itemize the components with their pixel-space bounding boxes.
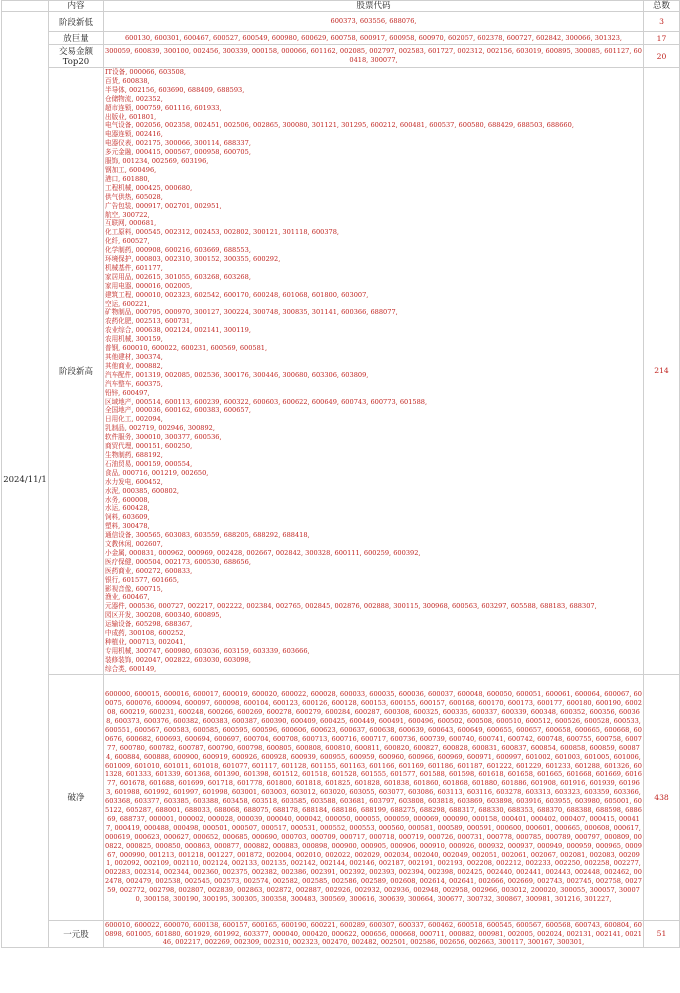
header-content: 内容 bbox=[49, 1, 104, 12]
sector-line: 其他建材, 300374, bbox=[105, 353, 163, 361]
sector-line: 水泥, 000385, 600802, bbox=[105, 486, 180, 495]
sector-line: 矿物制品, 000795, 000970, 300127, 300224, 300748, 300835, 301141, 600366, 688077, bbox=[105, 308, 398, 317]
row-break-net bbox=[2, 674, 680, 920]
sector-line: 食品, 000716, 001219, 002650, bbox=[105, 468, 209, 477]
sector-line: 乳制品, 002719, 002946, 300892, bbox=[105, 424, 215, 433]
category-break-net: 破净 bbox=[49, 674, 104, 920]
sector-line: 电气设备, 002056, 002358, 002451, 002506, 002865, 300080, 301121, 301295, 600212, 600481, 600537, 600580, 688429, 688503, 688660, bbox=[105, 121, 574, 130]
row-penny bbox=[2, 920, 680, 948]
sector-line: 多元金融, 000415, 000567, 000958, 600705, bbox=[105, 148, 251, 157]
sector-line: 通信设备, 300565, 603083, 603559, 688205, 688292, 688418, bbox=[105, 531, 310, 540]
category-top20: 交易金额Top20 bbox=[49, 45, 104, 68]
daily-stock-report-table bbox=[1, 0, 680, 948]
sector-line: 软件服务, 300010, 300377, 600536, bbox=[105, 433, 222, 442]
sector-line: 互联网, 000681, bbox=[105, 219, 157, 228]
codes-heavy-volume: 600130, 600301, 600467, 600527, 600549, 600980, 600629, 600758, 600917, 600958, 600970, 602057, 602378, 600727, 602842, 300066, 301323, bbox=[104, 32, 644, 45]
sector-line: 工程机械, 000425, 000680, bbox=[105, 183, 193, 192]
sector-line: 化纤, 600527, bbox=[105, 237, 150, 246]
sector-line: 运输设备, 605298, 688367, bbox=[105, 620, 193, 629]
sector-line: 广告包装, 000917, 002701, 002951, bbox=[105, 201, 222, 210]
header-date bbox=[2, 1, 49, 12]
count-top20: 20 bbox=[644, 45, 680, 68]
sector-line: 银行, 601577, 601665, bbox=[105, 575, 180, 584]
sector-line: 装修装饰, 002047, 002822, 603030, 603098, bbox=[105, 655, 251, 664]
sector-line: 生物制药, 688192, bbox=[105, 450, 163, 459]
codes-new-low: 600373, 603556, 688076, bbox=[104, 12, 644, 32]
sector-line: 小金属, 000831, 000962, 000969, 002428, 002667, 002842, 300328, 600111, 600259, 600392, bbox=[105, 548, 421, 557]
sector-line: 全国地产, 000036, 600162, 600383, 600657, bbox=[105, 406, 251, 415]
sector-line: 化工原料, 000545, 002312, 002453, 002802, 300121, 301118, 600378, bbox=[105, 228, 340, 237]
sector-line: 建筑工程, 000010, 002323, 602542, 600170, 600248, 601068, 601800, 603007, bbox=[105, 290, 369, 299]
sector-line: 家居用品, 002615, 301055, 603268, 603268, bbox=[105, 272, 251, 281]
count-break-net: 438 bbox=[644, 674, 680, 920]
sector-line: 医疗保健, 000504, 002173, 600530, 688656, bbox=[105, 557, 251, 566]
sector-line: 半导体, 002156, 603690, 688409, 688593, bbox=[105, 85, 245, 94]
sector-line: 水务, 600008, bbox=[105, 495, 150, 504]
count-new-low: 3 bbox=[644, 12, 680, 32]
sector-line: 元器件, 000536, 000727, 002217, 002222, 002384, 002765, 002845, 002876, 002888, 300115, 300968, 600563, 603297, 605588, 688183, 688307, bbox=[105, 602, 597, 611]
sector-line: 供气供热, 605028, bbox=[105, 192, 163, 201]
sector-line: 化学制药, 000908, 600216, 603669, 688553, bbox=[105, 246, 251, 255]
sector-line: 电器连锁, 002416, bbox=[105, 130, 163, 139]
sector-line: 港口, 601880, bbox=[105, 174, 150, 183]
sector-line: 农用机械, 300159, bbox=[105, 335, 163, 344]
sector-line: 塑料, 300478, bbox=[105, 522, 150, 531]
sector-line: 普钢, 600010, 600022, 600231, 600569, 600581, bbox=[105, 344, 268, 353]
header-row bbox=[2, 1, 680, 12]
sector-line: 汽车配件, 001319, 002085, 002536, 300176, 300446, 300680, 603306, 603809, bbox=[105, 370, 369, 379]
sector-line: 钢加工, 600496, bbox=[105, 165, 157, 174]
header-codes: 股票代码 bbox=[104, 1, 644, 12]
sector-line: 综合类, 600149, bbox=[105, 664, 157, 673]
sector-line: 区域地产, 000514, 600113, 600239, 600322, 600603, 600622, 600649, 600743, 600773, 601588, bbox=[105, 397, 428, 406]
sector-line: 汽车整车, 600375, bbox=[105, 379, 163, 388]
sector-line: 出版业, 601801, bbox=[105, 112, 157, 121]
sector-line: 饲料, 603609, bbox=[105, 513, 150, 522]
count-new-high: 214 bbox=[644, 68, 680, 675]
count-heavy-volume: 17 bbox=[644, 32, 680, 45]
sector-line: 石油贸易, 000159, 000554, bbox=[105, 459, 193, 468]
sector-line: 文教休闲, 002607, bbox=[105, 540, 163, 549]
sector-line: 超市连锁, 000759, 601116, 601933, bbox=[105, 103, 222, 112]
sector-line: 中成药, 300108, 600252, bbox=[105, 629, 186, 638]
codes-top20: 300059, 600839, 300100, 002456, 300339, 000158, 000066, 601162, 002085, 002797, 002583, 601727, 002312, 002156, 603019, 600895, 300085, 601127, 600418, 300077, bbox=[104, 45, 644, 68]
sector-line: 仓储物流, 002352, bbox=[105, 94, 163, 103]
category-new-low: 阶段新低 bbox=[49, 12, 104, 32]
category-new-high: 阶段新高 bbox=[49, 68, 104, 675]
sector-line: 其他商业, 000882, bbox=[105, 361, 163, 370]
codes-break-net: 600000, 600015, 600016, 600017, 600019, 600020, 600022, 600028, 600033, 600035, 600036, 600037, 600048, 600050, 600051, 600061, 600064, 600067, 600075, 600076, 600094, 600097, 600098, 600104, 600123, 600126, 600128, 600153, 600155, 600157, 600168, 600170, 600173, 600177, 600180, 600190, 600208, 600219, 600231, 600248, 600266, 600269, 600278, 600279, 600284, 600287, 600308, 600325, 600335, 600337, 600339, 600348, 600352, 600356, 600368, 600373, 600376, 600382, 600383, 600387, 600390, 600409, 600425, 600449, 600491, 600496, 600502, 600508, 600510, 600512, 600526, 600528, 600533, 600551, 600567, 600583, 600585, 600595, 600596, 600606, 600623, 600637, 600638, 600639, 600643, 600649, 600655, 600657, 600658, 600665, 600668, 600676, 600682, 600693, 600694, 600697, 600704, 600708, 600713, 600716, 600717, 600736, 600739, 600740, 600741, 600742, 600748, 600755, 600758, 600777, 600780, 600782, 600787, 600790, 600798, 600805, 600808, 600810, 600811, 600820, 600827, 600828, 600831, 600837, 600854, 600858, 600859, 600874, 600884, 600888, 600900, 600919, 600926, 600928, 600939, 600955, 600959, 600960, 600966, 600969, 600971, 600997, 601002, 601003, 601005, 601006, 601009, 601010, 601011, 601018, 601077, 601117, 601128, 601155, 601163, 601166, 601169, 601186, 601187, 601222, 601229, 601233, 601288, 601326, 601328, 601333, 601339, 601368, 601390, 601398, 601512, 601518, 601528, 601555, 601577, 601588, 601598, 601618, 601658, 601665, 601668, 601669, 601677, 601678, 601688, 601699, 601718, 601778, 601800, 601818, 601825, 601828, 601838, 601860, 601868, 601880, 601886, 601908, 601916, 601939, 601963, 601988, 601992, 601997, 601998, 603001, 603003, 603012, 603020, 603055, 603077, 603086, 603113, 603116, 603278, 603313, 603323, 603359, 603366, 603368, 603377, 603385, 603388, 603458, 603518, 603585, 603588, 603681, 603797, 603808, 603818, 603869, 603898, 603916, 603955, 603980, 605001, 605122, 605287, 688001, 688033, 688068, 688075, 688178, 688184, 688186, 688199, 688275, 688298, 688317, 688330, 688353, 688370, 688388, 688598, 688669, 688737, 000001, 000002, 000028, 000039, 000040, 000042, 000050, 000055, 000059, 000069, 000090, 000158, 000401, 000402, 000407, 000415, 000417, 000419, 000488, 000498, 000501, 000507, 000517, 000531, 000552, 000553, 000560, 000581, 000589, 000591, 000600, 000601, 000665, 000608, 000617, 000619, 000623, 000627, 000652, 000685, 000690, 000703, 000709, 000717, 000718, 000719, 000726, 000731, 000778, 000785, 000789, 000797, 000809, 000822, 000825, 000850, 000863, 000877, 000882, 000883, 000898, 000900, 000905, 000906, 000910, 000926, 000932, 000937, 000949, 000959, 000965, 000967, 000990, 001213, 001218, 001227, 001872, 002004, 002010, 002022, 002029, 002034, 002040, 002049, 002051, 002061, 002067, 002081, 002083, 002091, 002092, 002109, 002110, 002124, 002133, 002135, 002142, 002144, 002146, 002187, 002191, 002193, 002208, 002212, 002233, 002250, 002258, 002277, 002283, 002314, 002344, 002360, 002375, 002382, 002386, 002391, 002392, 002393, 002394, 002398, 002425, 002440, 002441, 002443, 002448, 002462, 002478, 002479, 002538, 002545, 002573, 002574, 002582, 002585, 002586, 002589, 002608, 002614, 002641, 002666, 002669, 002743, 002745, 002758, 002759, 002772, 002798, 002807, 002839, 002863, 002872, 002887, 002926, 002932, 002936, 002948, 002958, 002966, 003012, 200020, 300055, 300057, 300070, 300158, 300190, 300195, 300305, 300358, 300483, 300569, 300616, 300639, 300664, 300677, 300732, 300867, 300981, 301216, 301227, bbox=[104, 674, 644, 920]
sector-line: 影视音像, 600715, bbox=[105, 584, 163, 593]
sector-line: 电器仪表, 002175, 300066, 300114, 688337, bbox=[105, 139, 251, 148]
category-penny: 一元股 bbox=[49, 920, 104, 948]
sector-line: 园区开发, 300208, 600340, 600895, bbox=[105, 611, 222, 620]
sector-line: 日用化工, 002094, bbox=[105, 415, 163, 424]
row-top20 bbox=[2, 45, 680, 68]
date-cell: 2024/11/1 bbox=[2, 12, 49, 948]
sector-line: 环境保护, 000803, 002310, 300152, 300355, 600292, bbox=[105, 255, 281, 264]
row-new-low bbox=[2, 12, 680, 32]
sector-line: 农药化肥, 002513, 600731, bbox=[105, 317, 193, 326]
sector-line: 家用电器, 000016, 002005, bbox=[105, 281, 193, 290]
sector-line: 机械基件, 601177, bbox=[105, 263, 163, 272]
sector-line: 渔业, 600467, bbox=[105, 593, 150, 602]
sector-line: 百货, 600838, bbox=[105, 76, 150, 85]
sector-list-new-high bbox=[104, 68, 644, 675]
count-penny: 51 bbox=[644, 920, 680, 948]
row-heavy-volume bbox=[2, 32, 680, 45]
sector-line: 航空, 300722, bbox=[105, 210, 150, 219]
sector-line: 农业综合, 000638, 002124, 002141, 300119, bbox=[105, 326, 251, 335]
sector-line: 专用机械, 300747, 600980, 603036, 603159, 603339, 603666, bbox=[105, 646, 310, 655]
sector-line: 水运, 600428, bbox=[105, 504, 150, 513]
sector-line: 种植业, 000713, 002041, bbox=[105, 638, 186, 646]
sector-line: 水力发电, 600452, bbox=[105, 477, 163, 486]
row-new-high bbox=[2, 68, 680, 675]
codes-penny: 600010, 600022, 600070, 600138, 600157, 600165, 600190, 600221, 600289, 600307, 600337, 600462, 600518, 600545, 600567, 600568, 600743, 600804, 600898, 601005, 601880, 601929, 601992, 603377, 000040, 000420, 000622, 000656, 000668, 000711, 000882, 000981, 002005, 002024, 002131, 002141, 002146, 002217, 002269, 002309, 002310, 002323, 002470, 002482, 002501, 002586, 002656, 002663, 300117, 300167, 300301, bbox=[105, 920, 642, 947]
header-count: 总数 bbox=[644, 1, 680, 12]
sector-line: 商贸代理, 000151, 600250, bbox=[105, 442, 193, 451]
sector-line: 医药商业, 600272, 600833, bbox=[105, 566, 193, 575]
sector-line: 空运, 600221, bbox=[105, 299, 150, 308]
sector-line: 铅锌, 600497, bbox=[105, 388, 150, 397]
category-heavy-volume: 放巨量 bbox=[49, 32, 104, 45]
sector-line: IT设备, 000066, 603508, bbox=[105, 68, 187, 76]
sector-line: 服饰, 001234, 002569, 603196, bbox=[105, 157, 209, 166]
